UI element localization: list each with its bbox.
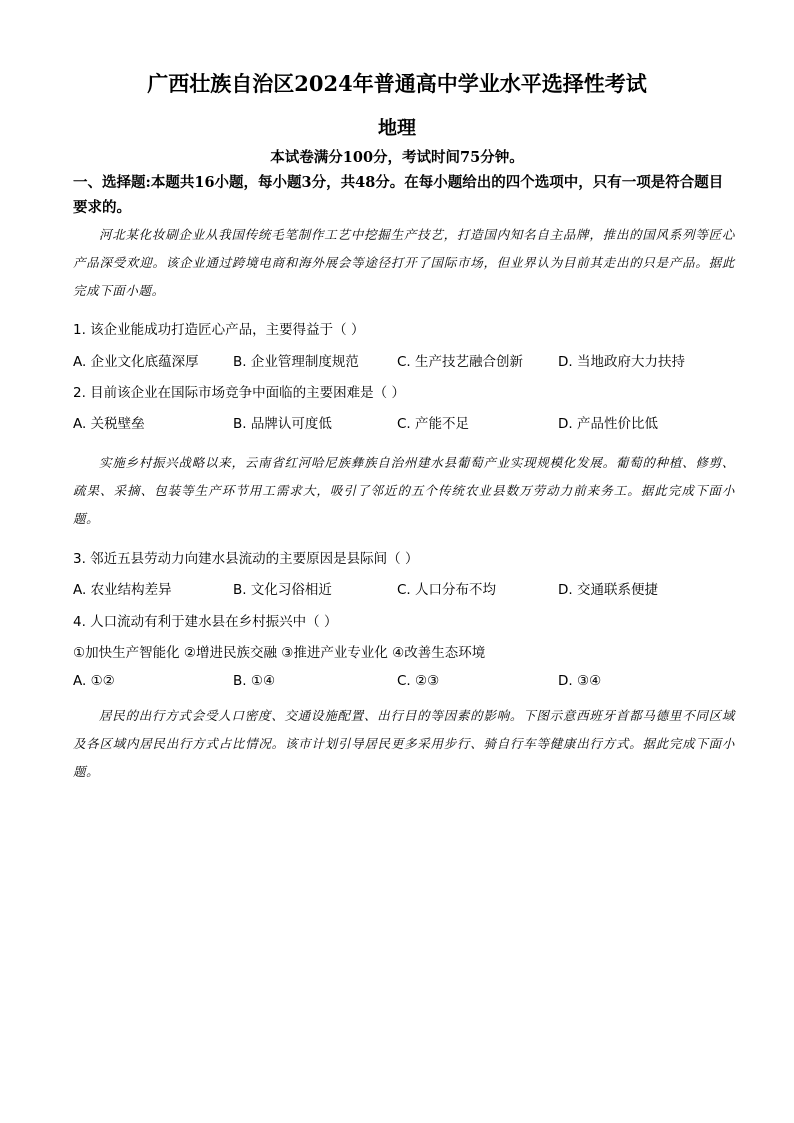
section-heading: 一、选择题:本题共16小题，每小题3分，共48分。在每小题给出的四个选项中，只有一项是符合题目要求的。 [73,174,724,216]
question-2-option-c: C. 产能不足 [397,416,470,432]
exam-subject: 地理 [377,117,416,139]
question-1-option-b: B. 企业管理制度规范 [233,354,359,370]
exam-title: 广西壮族自治区2024年普通高中学业水平选择性考试 [147,71,647,96]
question-3-option-c: C. 人口分布不均 [397,582,497,598]
question-3-stem: 3. 邻近五县劳动力向建水县流动的主要原因是县际间（ ） [73,551,419,567]
question-1-option-d: D. 当地政府大力扶持 [558,354,685,370]
question-4-option-b: B. ①④ [233,673,276,689]
question-3-option-a: A. 农业结构差异 [73,582,172,598]
passage-1: 河北某化妆刷企业从我国传统毛笔制作工艺中挖掘生产技艺，打造国内知名自主品牌，推出的国风系列等匠心产品深受欢迎。该企业通过跨境电商和海外展会等途径打开了国际市场，但业界认为目前其走出的只是产品。据此完成下面小题。 [73,227,735,298]
question-4-option-d: D. ③④ [558,673,602,689]
question-4-option-a: A. ①② [73,673,115,689]
question-2-option-a: A. 关税壁垒 [73,416,145,432]
passage-2: 实施乡村振兴战略以来，云南省红河哈尼族彝族自治州建水县葡萄产业实现规模化发展。葡萄的种植、修剪、疏果、采摘、包装等生产环节用工需求大，吸引了邻近的五个传统农业县数万劳动力前来务工。据此完成下面小题。 [73,455,735,526]
question-2-stem: 2. 目前该企业在国际市场竞争中面临的主要困难是（ ） [73,385,405,401]
question-1-stem: 1. 该企业能成功打造匠心产品，主要得益于（ ） [73,322,365,338]
question-4-stem: 4. 人口流动有利于建水县在乡村振兴中（ ） [73,614,338,630]
question-4-option-c: C. ②③ [397,673,440,689]
question-4-statements: ①加快生产智能化 ②增进民族交融 ③推进产业专业化 ④改善生态环境 [73,645,486,661]
exam-note: 本试卷满分100分，考试时间75分钟。 [270,149,524,166]
question-2-option-b: B. 品牌认可度低 [233,416,332,432]
passage-3: 居民的出行方式会受人口密度、交通设施配置、出行目的等因素的影响。下图示意西班牙首都马德里不同区域及各区域内居民出行方式占比情况。该市计划引导居民更多采用步行、骑自行车等健康出行方式。据此完成下面小题。 [73,708,735,779]
question-3-option-d: D. 交通联系便捷 [558,582,658,598]
question-3-option-b: B. 文化习俗相近 [233,582,332,598]
question-1-option-c: C. 生产技艺融合创新 [397,354,524,370]
question-2-option-d: D. 产品性价比低 [558,416,658,432]
question-1-option-a: A. 企业文化底蕴深厚 [73,354,199,370]
